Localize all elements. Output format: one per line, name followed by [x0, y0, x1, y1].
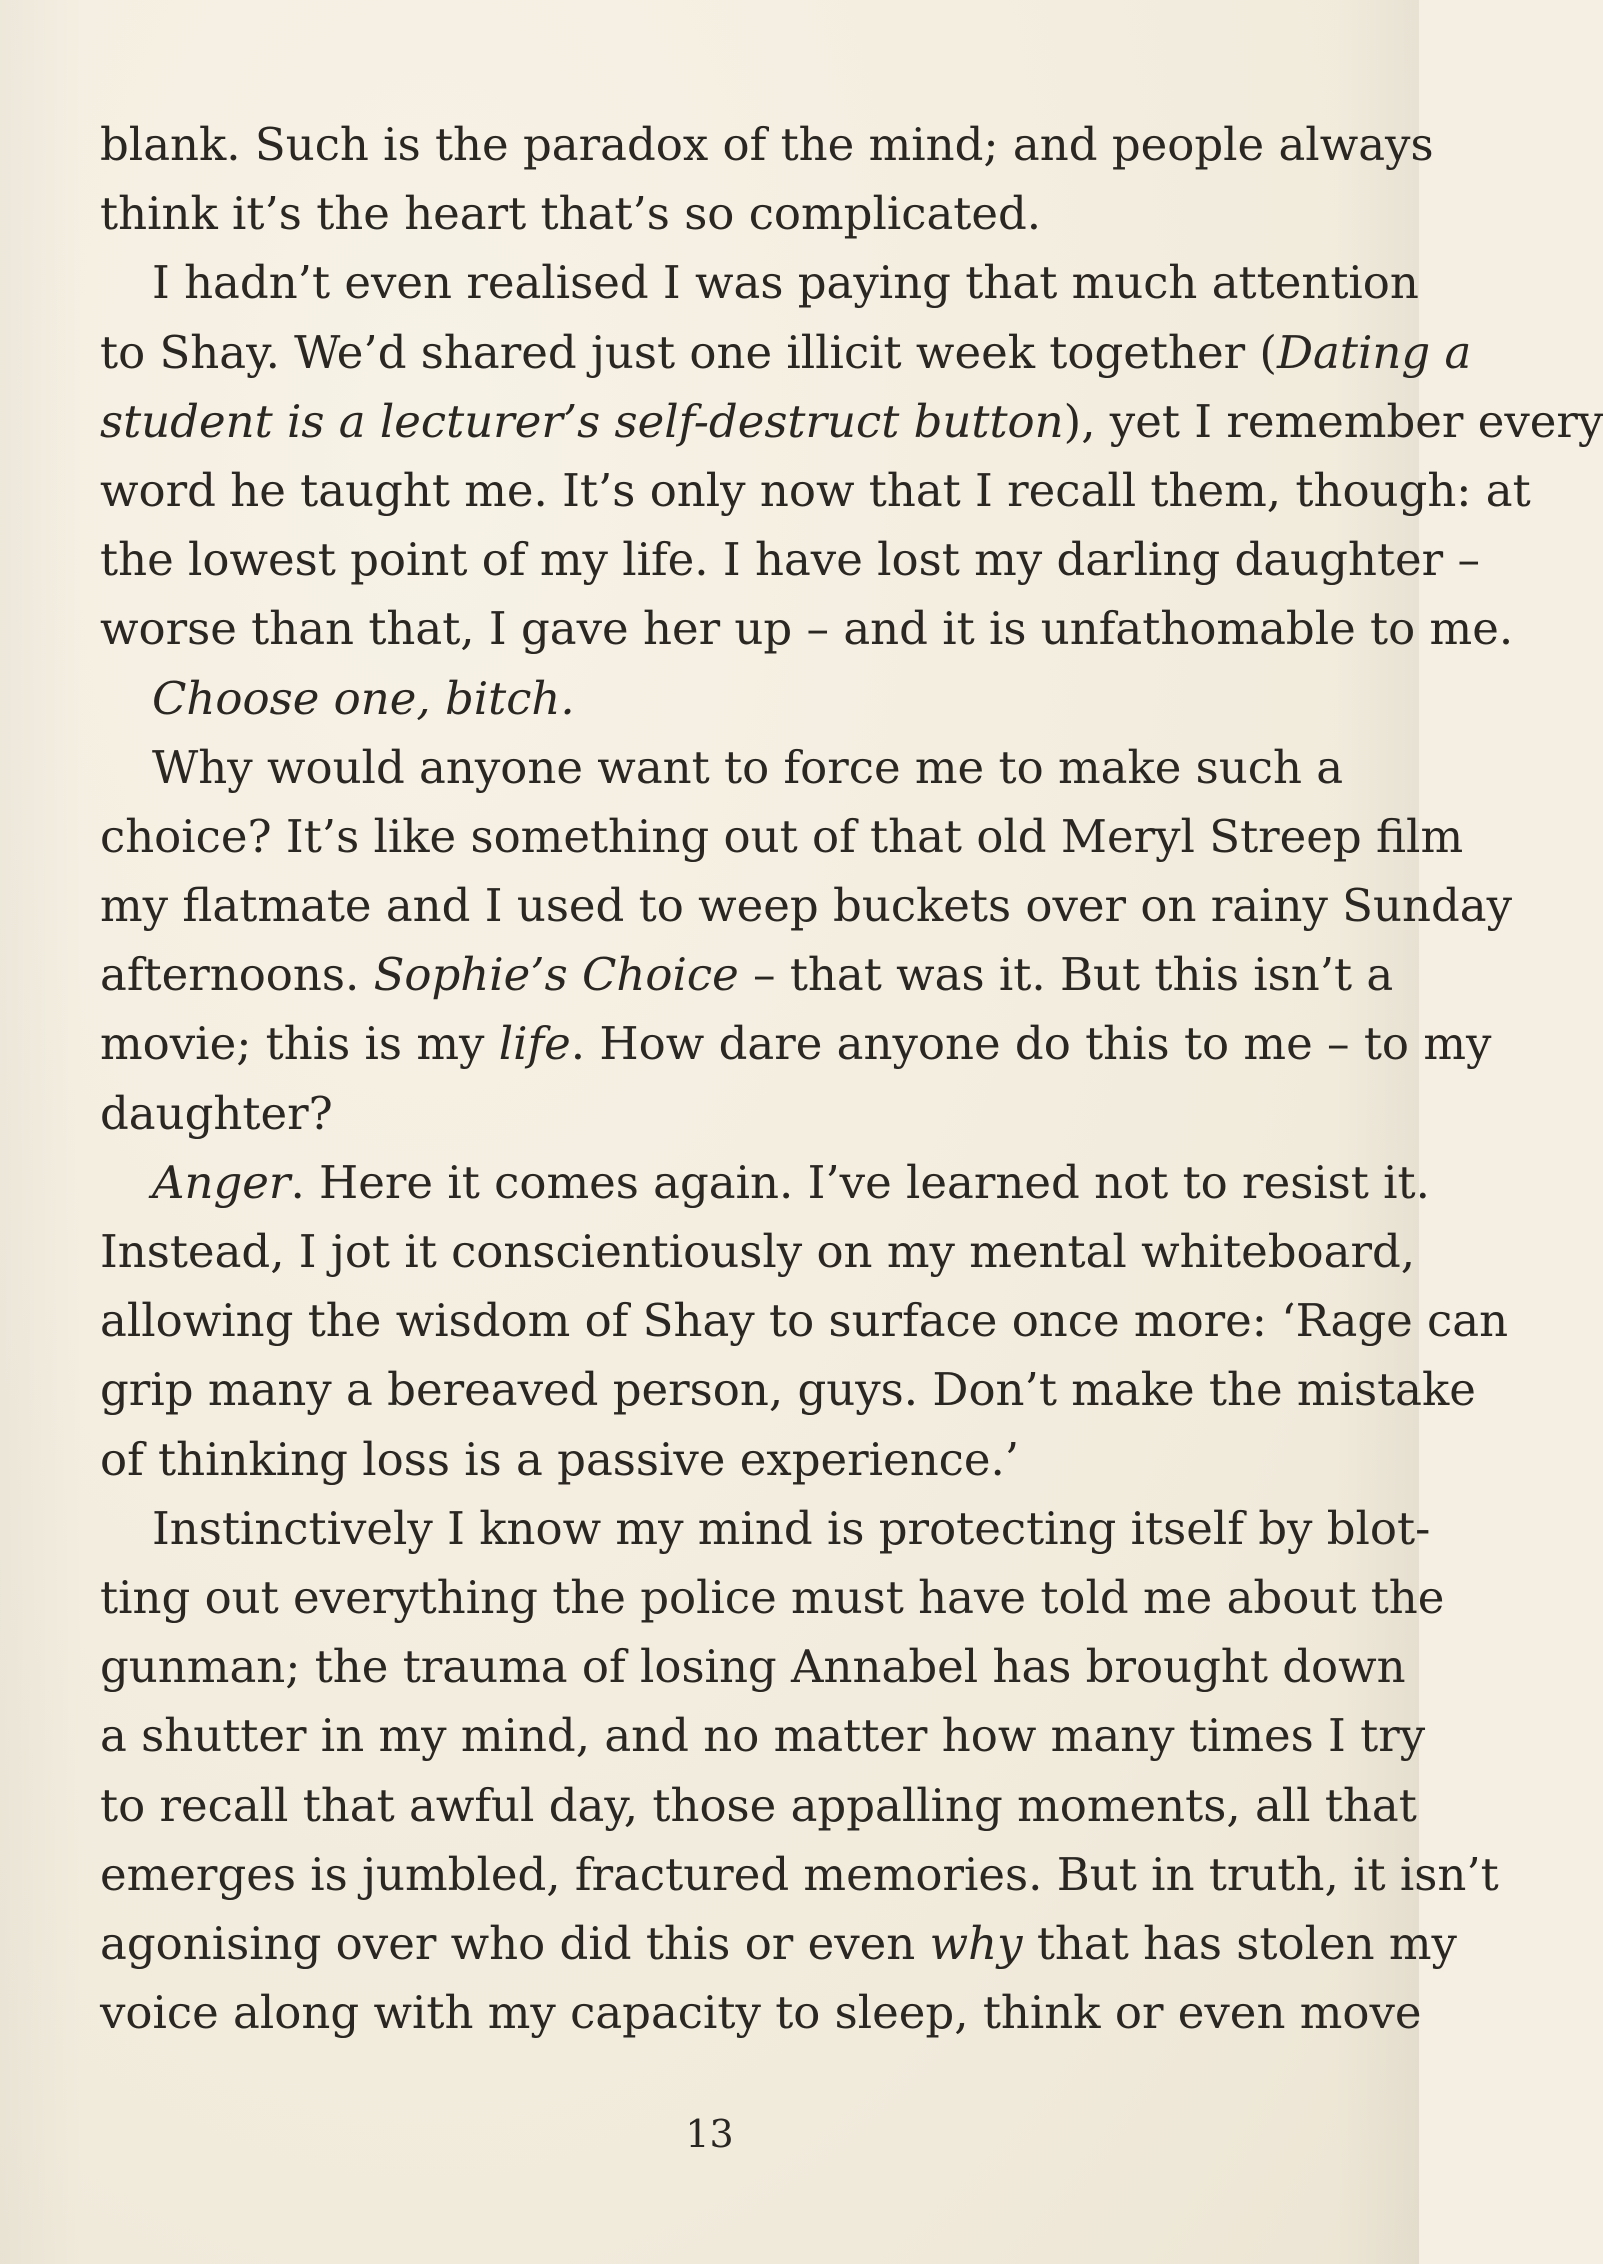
- text-line: [100, 940, 1394, 1009]
- text-segment: – that was it. But this isn’t a: [738, 948, 1394, 1002]
- text-segment: that has stolen my: [1022, 1916, 1457, 1970]
- italic-text: Sophie’s Choice: [373, 948, 739, 1002]
- text-segment: Instinctively I know my mind is protecting itself by blot-: [152, 1501, 1431, 1555]
- text-line: [100, 1217, 1416, 1286]
- text-segment: Instead, I jot it conscientiously on my mental whiteboard,: [100, 1225, 1416, 1278]
- text-line: [100, 1909, 1457, 1978]
- italic-text: Dating a: [1276, 325, 1472, 379]
- text-line: [100, 1632, 1406, 1701]
- text-segment: the lowest point of my life. I have lost my darling daughter –: [100, 533, 1480, 587]
- text-line: [100, 387, 1603, 456]
- text-segment: a shutter in my mind, and no matter how many times I try: [100, 1709, 1426, 1763]
- text-segment: to recall that awful day, those appalling moments, all that: [100, 1778, 1417, 1832]
- text-segment: allowing the wisdom of Shay to surface once more: ‘Rage can: [100, 1294, 1509, 1348]
- text-line: [100, 1286, 1509, 1355]
- text-line: [100, 1148, 1430, 1217]
- text-segment: movie; this is my: [100, 1017, 499, 1071]
- italic-text: Anger: [152, 1155, 291, 1209]
- text-segment: agonising over who did this or even: [100, 1916, 930, 1970]
- text-line: [100, 1978, 1422, 2047]
- page-number: 13: [685, 2112, 734, 2156]
- text-line: [100, 594, 1514, 663]
- text-line: [100, 525, 1480, 594]
- text-line: [100, 318, 1472, 387]
- body-text: [100, 110, 1603, 2047]
- text-segment: think it’s the heart that’s so complicated.: [100, 187, 1042, 241]
- text-line: [100, 1771, 1417, 1840]
- text-segment: voice along with my capacity to sleep, think or even move: [100, 1986, 1422, 2040]
- italic-text: why: [929, 1916, 1023, 1970]
- text-segment: word he taught me. It’s only now that I recall them, though: at: [100, 463, 1531, 517]
- text-segment: choice? It’s like something out of that old Meryl Streep film: [100, 809, 1464, 863]
- text-segment: grip many a bereaved person, guys. Don’t make the mistake: [100, 1363, 1476, 1417]
- text-segment: ting out everything the police must have told me about the: [100, 1570, 1445, 1624]
- text-segment: . How dare anyone do this to me – to my: [570, 1017, 1492, 1071]
- italic-text: life: [498, 1017, 571, 1071]
- text-segment: afternoons.: [100, 948, 374, 1002]
- text-line: [100, 1494, 1431, 1563]
- text-line: [100, 1355, 1476, 1424]
- text-line: [100, 1009, 1492, 1078]
- italic-text: student is a lecturer’s self-destruct button: [100, 394, 1064, 448]
- text-line: [100, 248, 1419, 317]
- text-segment: ), yet I remember every: [1063, 394, 1603, 448]
- text-line: [100, 1079, 1280, 1148]
- text-segment: emerges is jumbled, fractured memories. But in truth, it isn’t: [100, 1847, 1499, 1901]
- text-line: [100, 1840, 1499, 1909]
- text-line: [100, 664, 1280, 733]
- text-segment: . Here it comes again. I’ve learned not to resist it.: [290, 1155, 1430, 1209]
- text-segment: of thinking loss is a passive experience.’: [100, 1432, 1020, 1486]
- text-segment: my flatmate and I used to weep buckets over on rainy Sunday: [100, 879, 1513, 933]
- text-line: [100, 456, 1531, 525]
- text-segment: Why would anyone want to force me to make such a: [152, 740, 1344, 794]
- text-line: [100, 1425, 1280, 1494]
- text-segment: gunman; the trauma of losing Annabel has brought down: [100, 1640, 1406, 1694]
- text-line: [100, 110, 1434, 179]
- text-segment: I hadn’t even realised I was paying that much attention: [152, 256, 1419, 310]
- text-segment: to Shay. We’d shared just one illicit week together (: [100, 325, 1277, 379]
- text-line: [100, 733, 1344, 802]
- text-line: [100, 802, 1464, 871]
- text-line: [100, 179, 1280, 248]
- text-segment: worse than that, I gave her up – and it is unfathomable to me.: [100, 602, 1514, 656]
- italic-text: Choose one, bitch.: [152, 671, 575, 725]
- text-line: [100, 1701, 1426, 1770]
- text-segment: daughter?: [100, 1086, 333, 1140]
- text-line: [100, 1563, 1445, 1632]
- text-segment: blank. Such is the paradox of the mind; and people always: [100, 118, 1434, 171]
- text-line: [100, 871, 1513, 940]
